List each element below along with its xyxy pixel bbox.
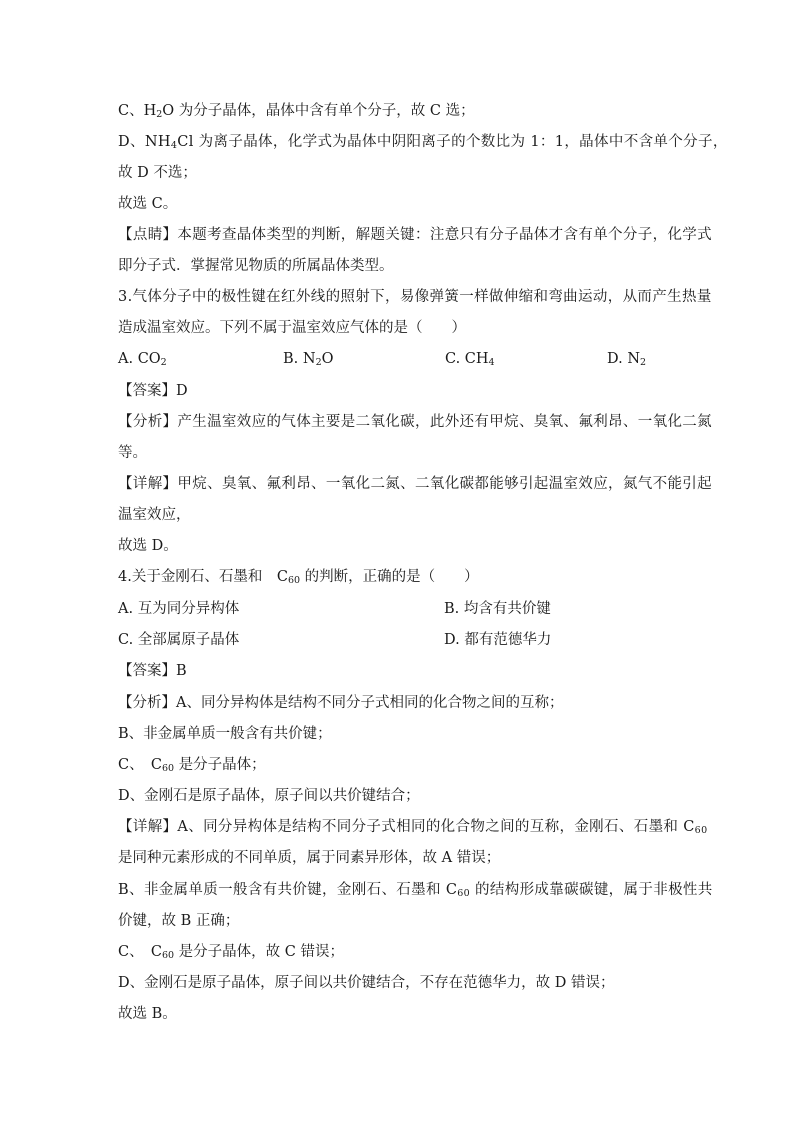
q3-option-c: C. $CH_4$ bbox=[445, 351, 495, 368]
text-line: 故选 C。 bbox=[118, 196, 178, 212]
text-line: C、 $C_{60}$ 是分子晶体，故 C 错误； bbox=[118, 944, 344, 961]
text-line: D、金刚石是原子晶体，原子间以共价键结合，不存在范德华力，故 D 错误； bbox=[118, 975, 615, 991]
text-line: 等。 bbox=[118, 445, 147, 461]
question-4-stem: 4.关于金刚石、石墨和 $C_{60}$ 的判断，正确的是（ ） bbox=[118, 569, 479, 586]
text-line: B、非金属单质一般含有共价键，金刚石、石墨和 $C_{60}$ 的结构形成靠碳碳键，属于非极性共 bbox=[118, 882, 713, 899]
detail-line: 【详解】甲烷、臭氧、氟利昂、一氧化二氮、二氧化碳都能够引起温室效应，氮气不能引起 bbox=[118, 476, 712, 492]
text-line: 故 D 不选； bbox=[118, 165, 197, 181]
text-line: 温室效应， bbox=[118, 507, 191, 523]
text-line: B、非金属单质一般含有共价键； bbox=[118, 726, 332, 742]
question-3-stem: 3.气体分子中的极性键在红外线的照射下，易像弹簧一样做伸缩和弯曲运动，从而产生热量 bbox=[118, 289, 712, 305]
q4-option-b: B. 均含有共价键 bbox=[444, 601, 551, 617]
text-line: 即分子式．掌握常见物质的所属晶体类型。 bbox=[118, 258, 394, 274]
q4-option-c: C. 全部属原子晶体 bbox=[118, 632, 240, 648]
q3-option-a: A. $CO_2$ bbox=[118, 351, 167, 368]
detail-line: 【详解】A、同分异构体是结构不同分子式相同的化合物之间的互称，金刚石、石墨和 $C_{60}$ bbox=[118, 819, 708, 836]
analysis-line: 【分析】产生温室效应的气体主要是二氧化碳，此外还有甲烷、臭氧、氟利昂、一氧化二氮 bbox=[118, 414, 712, 430]
text-line: D、金刚石是原子晶体，原子间以共价键结合； bbox=[118, 788, 420, 804]
answer-line: 【答案】D bbox=[118, 383, 188, 399]
q4-option-d: D. 都有范德华力 bbox=[444, 632, 552, 648]
text-line: 故选 D。 bbox=[118, 538, 178, 554]
text-line: 是同种元素形成的不同单质，属于同素异形体，故 A 错误； bbox=[118, 850, 501, 866]
text-line: 故选 B。 bbox=[118, 1006, 177, 1022]
note-line: 【点睛】本题考查晶体类型的判断，解题关键：注意只有分子晶体才含有单个分子，化学式 bbox=[118, 227, 712, 243]
text-line: D、$NH_4Cl$ 为离子晶体，化学式为晶体中阴阳离子的个数比为 1：1，晶体中不含单个分子， bbox=[118, 134, 728, 151]
question-3-stem: 造成温室效应。下列不属于温室效应气体的是（ ） bbox=[118, 320, 466, 336]
q4-option-a: A. 互为同分异构体 bbox=[118, 601, 240, 617]
text-line: C、$H_2O$ 为分子晶体，晶体中含有单个分子，故 C 选； bbox=[118, 103, 475, 120]
q3-option-b: B. $N_2O$ bbox=[283, 351, 334, 368]
q3-option-d: D. $N_2$ bbox=[607, 351, 647, 368]
analysis-line: 【分析】A、同分异构体是结构不同分子式相同的化合物之间的互称； bbox=[118, 695, 564, 711]
answer-line: 【答案】B bbox=[118, 663, 187, 679]
text-line: 价键，故 B 正确； bbox=[118, 913, 240, 929]
text-line: C、 $C_{60}$ 是分子晶体； bbox=[118, 757, 266, 774]
